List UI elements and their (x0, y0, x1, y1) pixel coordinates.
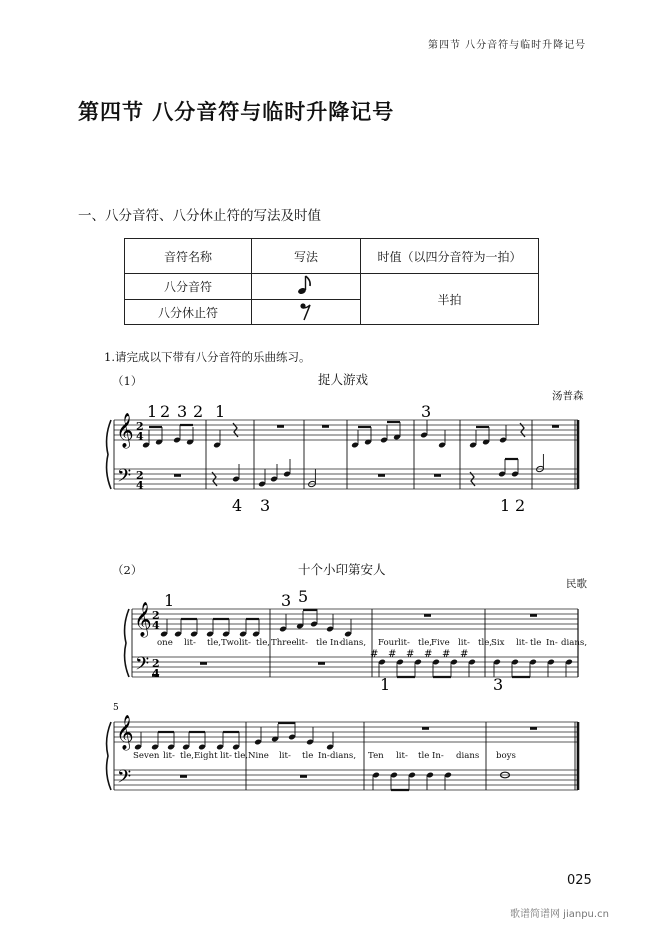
whole-rest (174, 474, 181, 477)
fingering-number: 2 (193, 402, 204, 421)
composer-name: 民歌 (566, 578, 587, 590)
lyric-syllable: Four (378, 638, 399, 648)
time-signature-bottom: 4 (152, 667, 160, 680)
whole-rest (277, 425, 284, 428)
whole-rest (552, 425, 559, 428)
whole-rest (422, 727, 429, 730)
fingering-number: 1 (147, 402, 158, 421)
lyric-syllable: dians, (340, 638, 367, 648)
sharp-icon: # (370, 649, 379, 660)
time-signature-bottom: 4 (136, 479, 144, 492)
whole-rest (318, 662, 325, 665)
lyric-syllable: Ten (368, 751, 384, 761)
fingering-number: 1 (215, 402, 226, 421)
whole-rest (322, 425, 329, 428)
lyric-syllable: lit- (296, 638, 308, 648)
time-signature-top: 2 (152, 609, 160, 622)
staff-brace (107, 420, 111, 489)
fingering-number: 3 (281, 591, 292, 610)
fingering-number: 4 (232, 496, 243, 515)
lyric-syllable: lit- (516, 638, 528, 648)
lyric-syllable: tle,Two (207, 638, 239, 648)
fingering-number: 5 (298, 587, 309, 606)
fingering-number: 1 (500, 496, 511, 515)
bass-clef-icon: 𝄢 (117, 466, 132, 491)
whole-rest (378, 474, 385, 477)
section-heading: 一、八分音符、八分休止符的写法及时值 (78, 208, 321, 224)
time-signature-top: 2 (136, 469, 144, 482)
staff-brace (107, 722, 111, 790)
time-signature-bottom: 4 (152, 619, 160, 632)
sharp-icon: # (460, 649, 469, 660)
fingering-number: 3 (260, 496, 271, 515)
fingering-number: 3 (421, 402, 432, 421)
time-signature-top: 2 (152, 657, 160, 670)
whole-rest (200, 662, 207, 665)
bass-clef-icon: 𝄢 (117, 767, 132, 792)
fingering-number: 2 (515, 496, 526, 515)
lyric-syllable: tle (302, 751, 314, 761)
lyric-syllable: boys (496, 751, 516, 761)
watermark: 歌谱简谱网 jianpu.cn (510, 909, 609, 920)
composer-name: 汤普森 (552, 390, 584, 402)
time-signature-top: 2 (136, 420, 144, 433)
sharp-icon: # (388, 649, 397, 660)
lyric-syllable: Seven (133, 751, 160, 761)
lyric-syllable: In- (330, 638, 342, 648)
fingering-number: 1 (380, 675, 391, 694)
table-header: 时值（以四分音符为一拍） (361, 239, 539, 274)
lyric-syllable: dians (456, 751, 480, 761)
lyric-syllable: Five (431, 638, 450, 648)
whole-rest (530, 614, 537, 617)
exercise-title: 捉人游戏 (318, 372, 369, 387)
fingering-number: 2 (160, 402, 171, 421)
exercise-title: 十个小印第安人 (298, 562, 386, 577)
whole-rest (530, 727, 537, 730)
treble-clef-icon: 𝄞 (134, 602, 152, 637)
chapter-title: 第四节 八分音符与临时升降记号 (78, 99, 395, 124)
lyric-syllable: dians, (561, 638, 588, 648)
lyric-syllable: dians, (330, 751, 357, 761)
exercise-number: （1） (112, 374, 143, 388)
lyric-syllable: lit- (458, 638, 470, 648)
exercise-intro: 1.请完成以下带有八分音符的乐曲练习。 (104, 350, 311, 364)
whole-rest (300, 775, 307, 778)
lyric-syllable: tle, (478, 638, 493, 648)
lyric-syllable: Nine (248, 751, 269, 761)
lyric-syllable: tle, (256, 638, 271, 648)
lyric-syllable: Three (271, 638, 297, 648)
lyric-syllable: In- (318, 751, 330, 761)
lyric-syllable: tle, (234, 751, 249, 761)
fingering-number: 3 (493, 675, 504, 694)
lyric-syllable: In- (432, 751, 444, 761)
lyric-syllable: lit- (398, 638, 410, 648)
sharp-icon: # (442, 649, 451, 660)
page-number: 025 (567, 873, 592, 888)
measure-number: 5 (113, 703, 119, 713)
lyric-syllable: Six (491, 638, 505, 648)
lyric-syllable: tle,Eight (180, 751, 218, 761)
lyric-syllable: tle (316, 638, 328, 648)
lyric-syllable: tle (418, 751, 430, 761)
lyric-syllable: In- (546, 638, 558, 648)
lyric-syllable: tle, (418, 638, 433, 648)
table-header: 音符名称 (125, 239, 252, 274)
lyric-syllable: lit- (279, 751, 291, 761)
lyric-syllable: lit- (184, 638, 196, 648)
note-value-cell: 半拍 (361, 274, 539, 325)
treble-clef-icon: 𝄞 (116, 715, 134, 750)
note-name-cell: 八分休止符 (125, 300, 252, 325)
fingering-number: 3 (177, 402, 188, 421)
table-header: 写法 (252, 239, 361, 274)
bass-clef-icon: 𝄢 (135, 654, 150, 679)
whole-rest (434, 474, 441, 477)
staff-brace (125, 609, 129, 677)
lyric-syllable: lit- (220, 751, 232, 761)
lyric-syllable: tle (530, 638, 542, 648)
whole-rest (424, 614, 431, 617)
treble-clef-icon: 𝄞 (116, 413, 134, 448)
lyric-syllable: lit- (239, 638, 251, 648)
running-head: 第四节 八分音符与临时升降记号 (428, 40, 587, 51)
lyric-syllable: lit- (396, 751, 408, 761)
lyric-syllable: lit- (163, 751, 175, 761)
sharp-icon: # (424, 649, 433, 660)
lyric-syllable: one (157, 638, 173, 648)
note-name-cell: 八分音符 (125, 274, 252, 300)
exercise-number: （2） (112, 563, 143, 577)
whole-rest (180, 775, 187, 778)
fingering-number: 1 (164, 591, 175, 610)
sharp-icon: # (406, 649, 415, 660)
time-signature-bottom: 4 (136, 430, 144, 443)
